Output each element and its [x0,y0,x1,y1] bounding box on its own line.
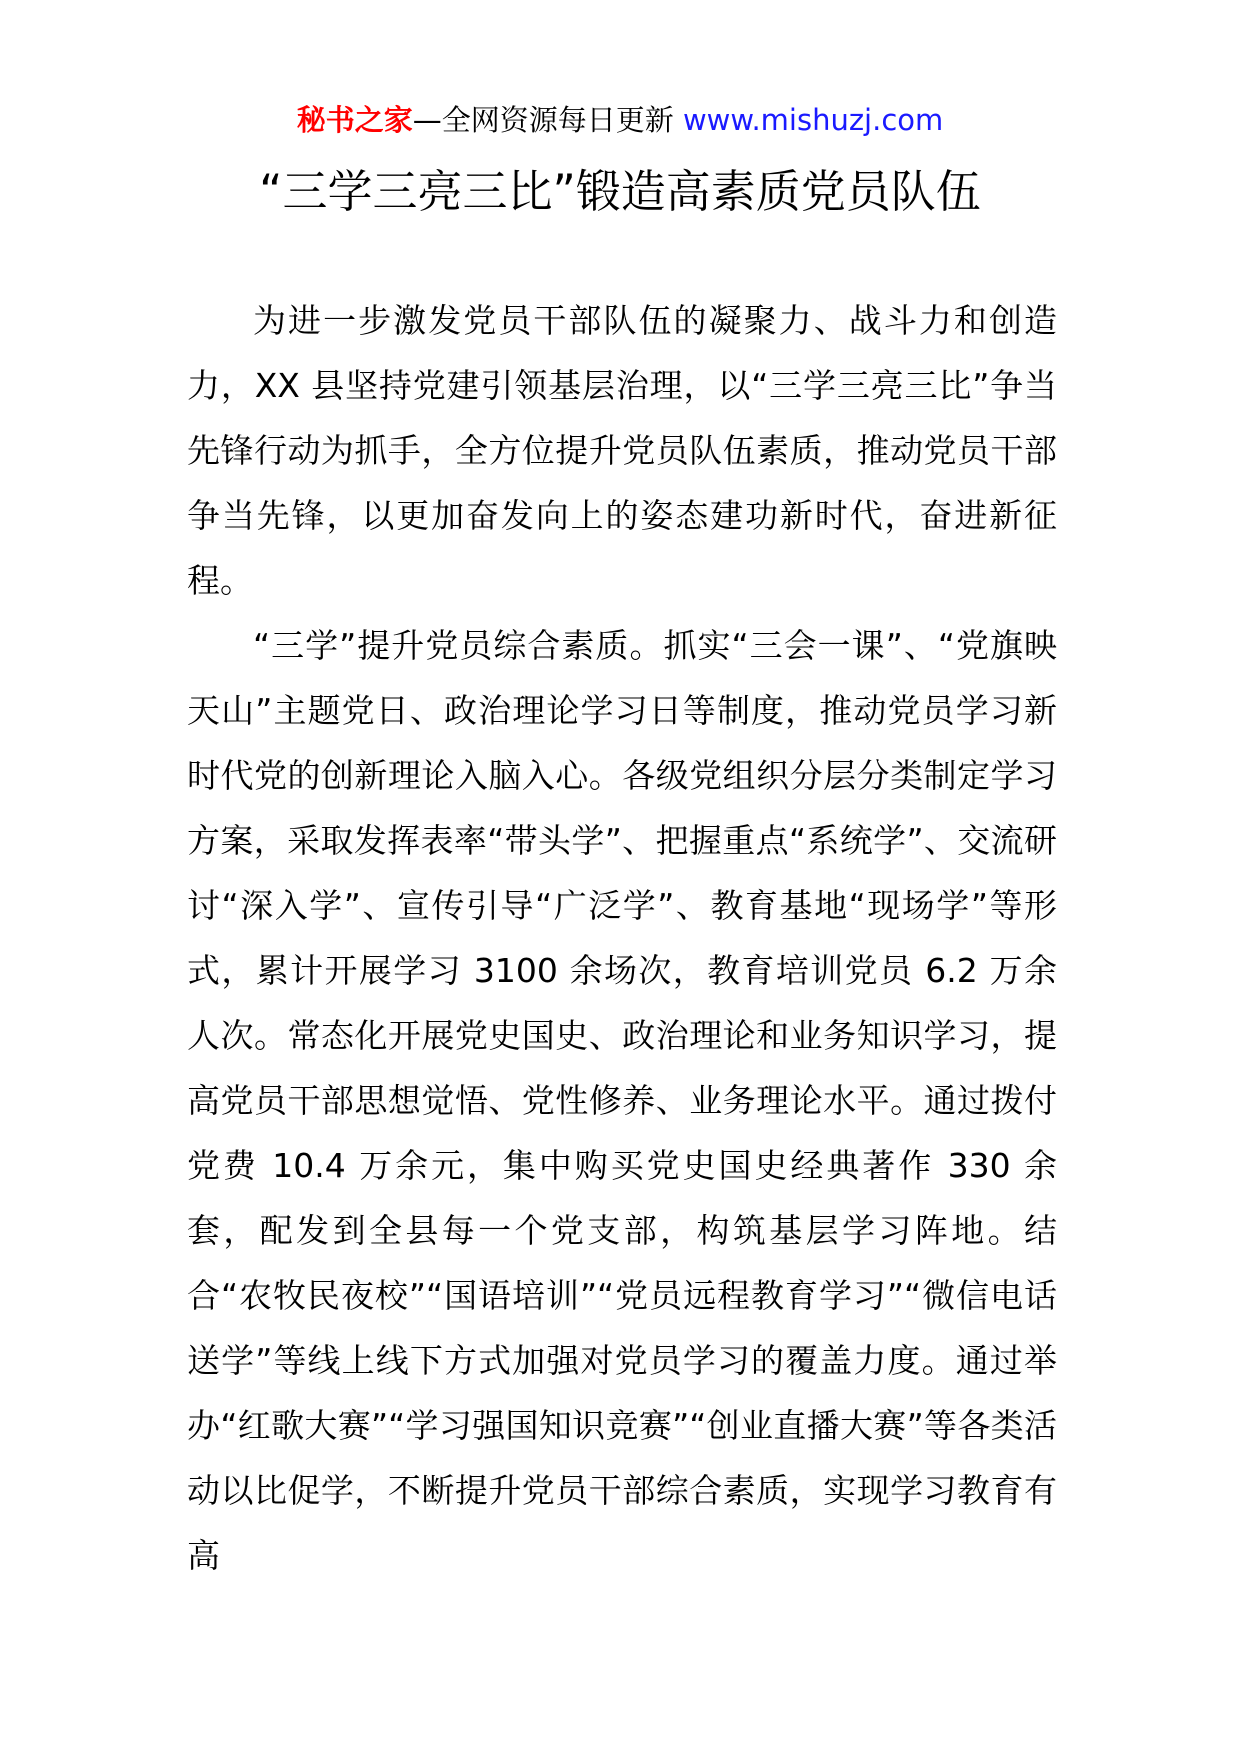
site-header [0,100,1240,140]
document-title: “三学三亮三比”锻造高素质党员队伍 [259,165,981,218]
paragraph: “三学”提升党员综合素质。抓实“三会一课”、“党旗映天山”主题党日、政治理论学习日等制度，推动党员学习新时代党的创新理论入脑入心。各级党组织分层分类制定学习方案，采取发挥表率“带头学”、把握重点“系统学”、交流研讨“深入学”、宣传引导“广泛学”、教育基地“现场学”等形式，累计开展学习 3100 余场次，教育培训党员 6.2 万余人次。常态化开展党史国史、政治理论和业务知识学习，提高党员干部思想觉悟、党性修养、业务理论水平。通过拨付党费 10.4 万余元，集中购买党史国史经典著作 330 余套，配发到全县每一个党支部，构筑基层学习阵地。结合“农牧民夜校”“国语培训”“党员远程教育学习”“微信电话送学”等线上线下方式加强对党员学习的覆盖力度。通过举办“红歌大赛”“学习强国知识竞赛”“创业直播大赛”等各类活动以比促学，不断提升党员干部综合素质，实现学习教育有高 [187,626,1057,1575]
site-url-link[interactable]: www.mishuzj.com [682,103,944,137]
paragraph: 为进一步激发党员干部队伍的凝聚力、战斗力和创造力，XX 县坚持党建引领基层治理，以“三学三亮三比”争当先锋行动为抓手，全方位提升党员队伍素质，推动党员干部争当先锋，以更加奋发向上的姿态建功新时代，奋进新征程。 [187,301,1057,600]
site-tagline: —全网资源每日更新 [412,103,683,137]
document-body [187,288,1057,1588]
site-brand: 秘书之家 [296,103,413,137]
